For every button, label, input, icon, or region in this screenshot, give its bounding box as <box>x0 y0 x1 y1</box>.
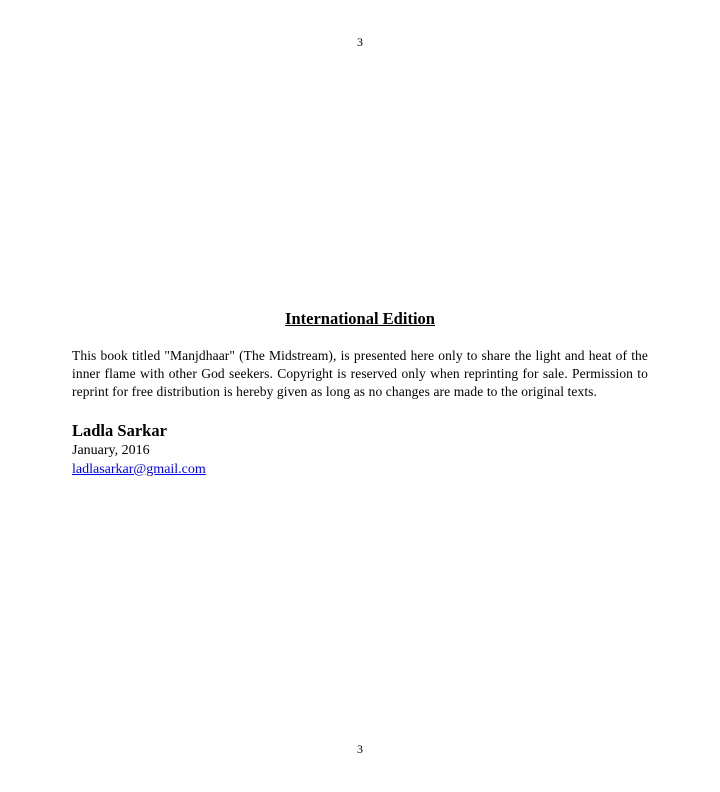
copyright-notice: This book titled "Manjdhaar" (The Midstream), is presented here only to share the light and heat of the inner flame with other God seekers. Copyright is reserved only when reprinting for sale. Permission to reprint for free distribution is hereby given as long as no changes are made to the original texts. <box>72 348 648 400</box>
page-number-top: 3 <box>357 35 363 49</box>
author-name: Ladla Sarkar <box>72 420 167 440</box>
edition-heading: International Edition <box>285 309 435 328</box>
author-date: January, 2016 <box>72 442 150 458</box>
author-block <box>72 421 648 479</box>
author-email-link[interactable]: ladlasarkar@gmail.com <box>72 461 206 477</box>
document-body <box>72 309 648 479</box>
page-number-bottom: 3 <box>357 742 363 756</box>
